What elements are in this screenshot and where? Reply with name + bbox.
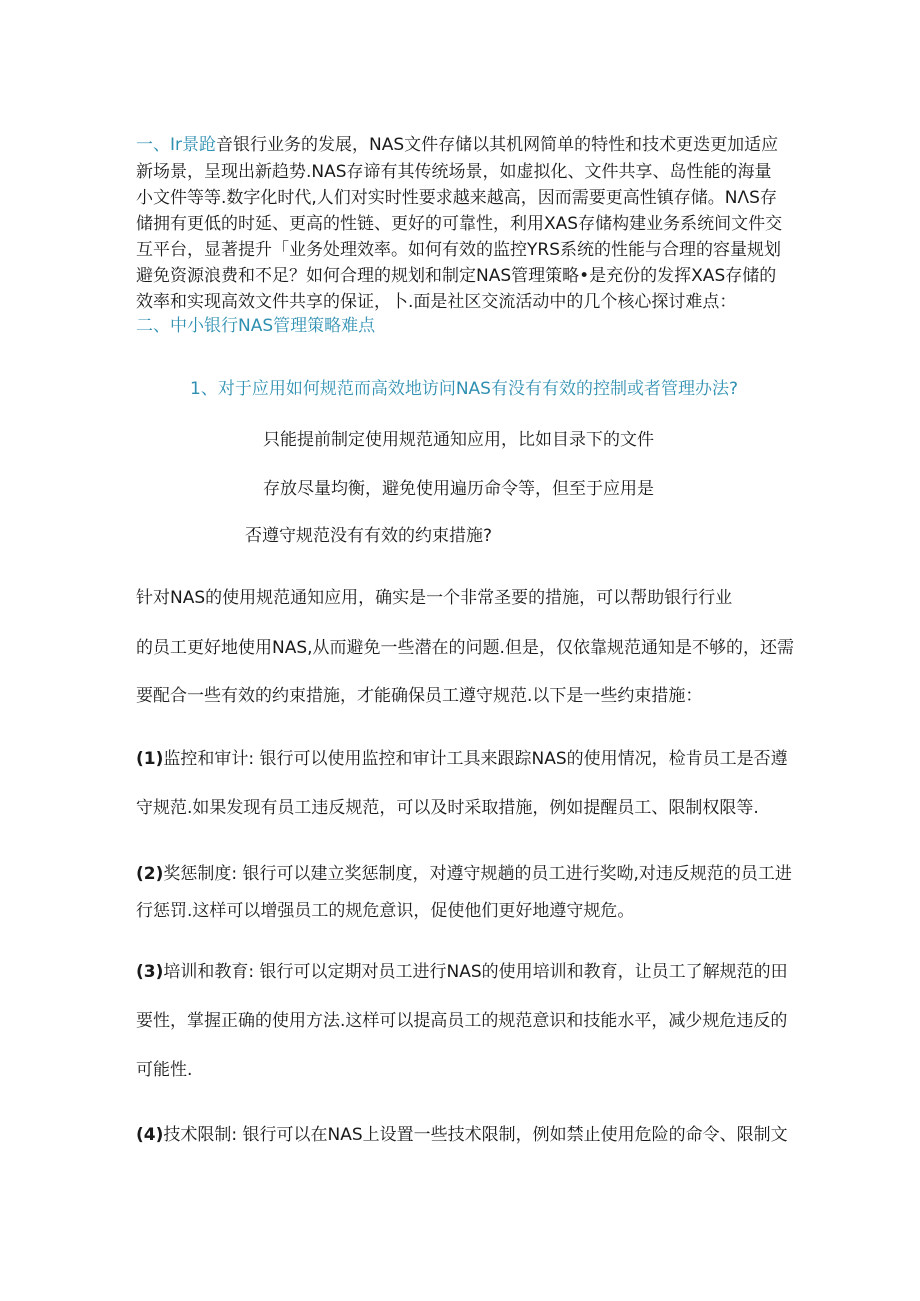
intro-line-3: 小文件等等.数字化时代,人们对实时性要求越来越高，因而需要更高性镇存储。NΛS存	[136, 188, 777, 208]
section-heading: 二、中小银行NAS管理策略难点	[136, 316, 376, 336]
intro-accent-word: Ir景跄	[170, 135, 217, 155]
list-item-number: (1)	[136, 749, 164, 769]
list-item-text: 培训和教育: 银行可以定期对员工进行NAS的使用培训和教育，让员工了解规范的田	[163, 962, 788, 982]
list-item-4-line-1	[136, 1127, 788, 1144]
list-item-number: (2)	[136, 864, 164, 884]
answer-line: 针对NAS的使用规范通知应用，确实是一个非常圣要的措施，可以帮助银行行业	[136, 588, 733, 608]
question-detail-line: 否遵守规范没有有效的约束措施?	[245, 526, 493, 546]
list-item-3-line-1	[136, 964, 788, 981]
list-item-text: 技术限制: 银行可以在NAS上设置一些技术限制，例如禁止使用危险的命令、限制文	[163, 1125, 788, 1145]
intro-text: 音银行业务的发展，NAS文件存储以其机网简单的特性和技术更迭更加适应	[216, 135, 779, 155]
list-item-text: 监控和审计: 银行可以使用监控和审计工具来跟踪NAS的使用情况，检肯员工是否遵	[163, 749, 788, 769]
list-item-1-line-2: 守规范.如果发现有员工违反规范，可以及时采取措施，例如提醒员工、限制权限等.	[136, 798, 759, 818]
list-item-text: 奖惩制度: 银行可以建立奖惩制度，对遵守规趟的员工进行奖呦,对违反规范的员工进	[163, 864, 792, 884]
question-title: 1、对于应用如何规范而高效地访问NAS有没有有效的控制或者管理办法?	[190, 379, 738, 399]
intro-prefix: 一、	[136, 135, 170, 155]
question-detail-line: 存放尽量均衡，避免使用遍历命令等，但至于应用是	[263, 479, 654, 499]
list-item-3-line-3: 可能性.	[136, 1060, 193, 1080]
list-item-2-line-1	[136, 866, 792, 883]
list-item-2-line-2: 行惩罚.这样可以增强员工的规危意识，促使他们更好地遵守规危。	[136, 901, 635, 921]
intro-line-1	[136, 137, 778, 154]
intro-line-7: 效率和实现高效文件共享的保证，卜.面是社区交流活动中的几个核心探讨难点：	[136, 292, 737, 312]
intro-line-2: 新场景，呈现出新趋势.NAS存谛有其传统场景，如虚拟化、文件共享、岛性能的海量	[136, 162, 772, 182]
list-item-number: (4)	[136, 1125, 164, 1145]
question-detail-line: 只能提前制定使用规范通知应用，比如目录下的文件	[263, 430, 654, 450]
intro-line-6: 避免资源浪费和不足？如何合理的规划和制定NAS管理策略•是充份的发挥XAS存储的	[136, 266, 777, 286]
list-item-number: (3)	[136, 962, 164, 982]
answer-line: 的员工更好地使用NAS,从而避免一些潜在的问题.但是，仅依靠规范通知是不够的，还需	[136, 638, 794, 658]
intro-line-5: 互平台，显著提升「业务处理效率。如何有效的监控YRS系统的性能与合理的容量规划	[136, 240, 781, 260]
list-item-1-line-1	[136, 751, 788, 768]
list-item-3-line-2: 要性，掌握正确的使用方法.这样可以提高员工的规范意识和技能水平，减少规危违反的	[136, 1011, 788, 1031]
intro-line-4: 储拥有更低的时延、更高的性链、更好的可靠性，利用XAS存储构建业务系统间文件交	[136, 214, 783, 234]
answer-line: 要配合一些有效的约束措施，才能确保员工遵守规范.以下是一些约束措施：	[136, 686, 703, 706]
